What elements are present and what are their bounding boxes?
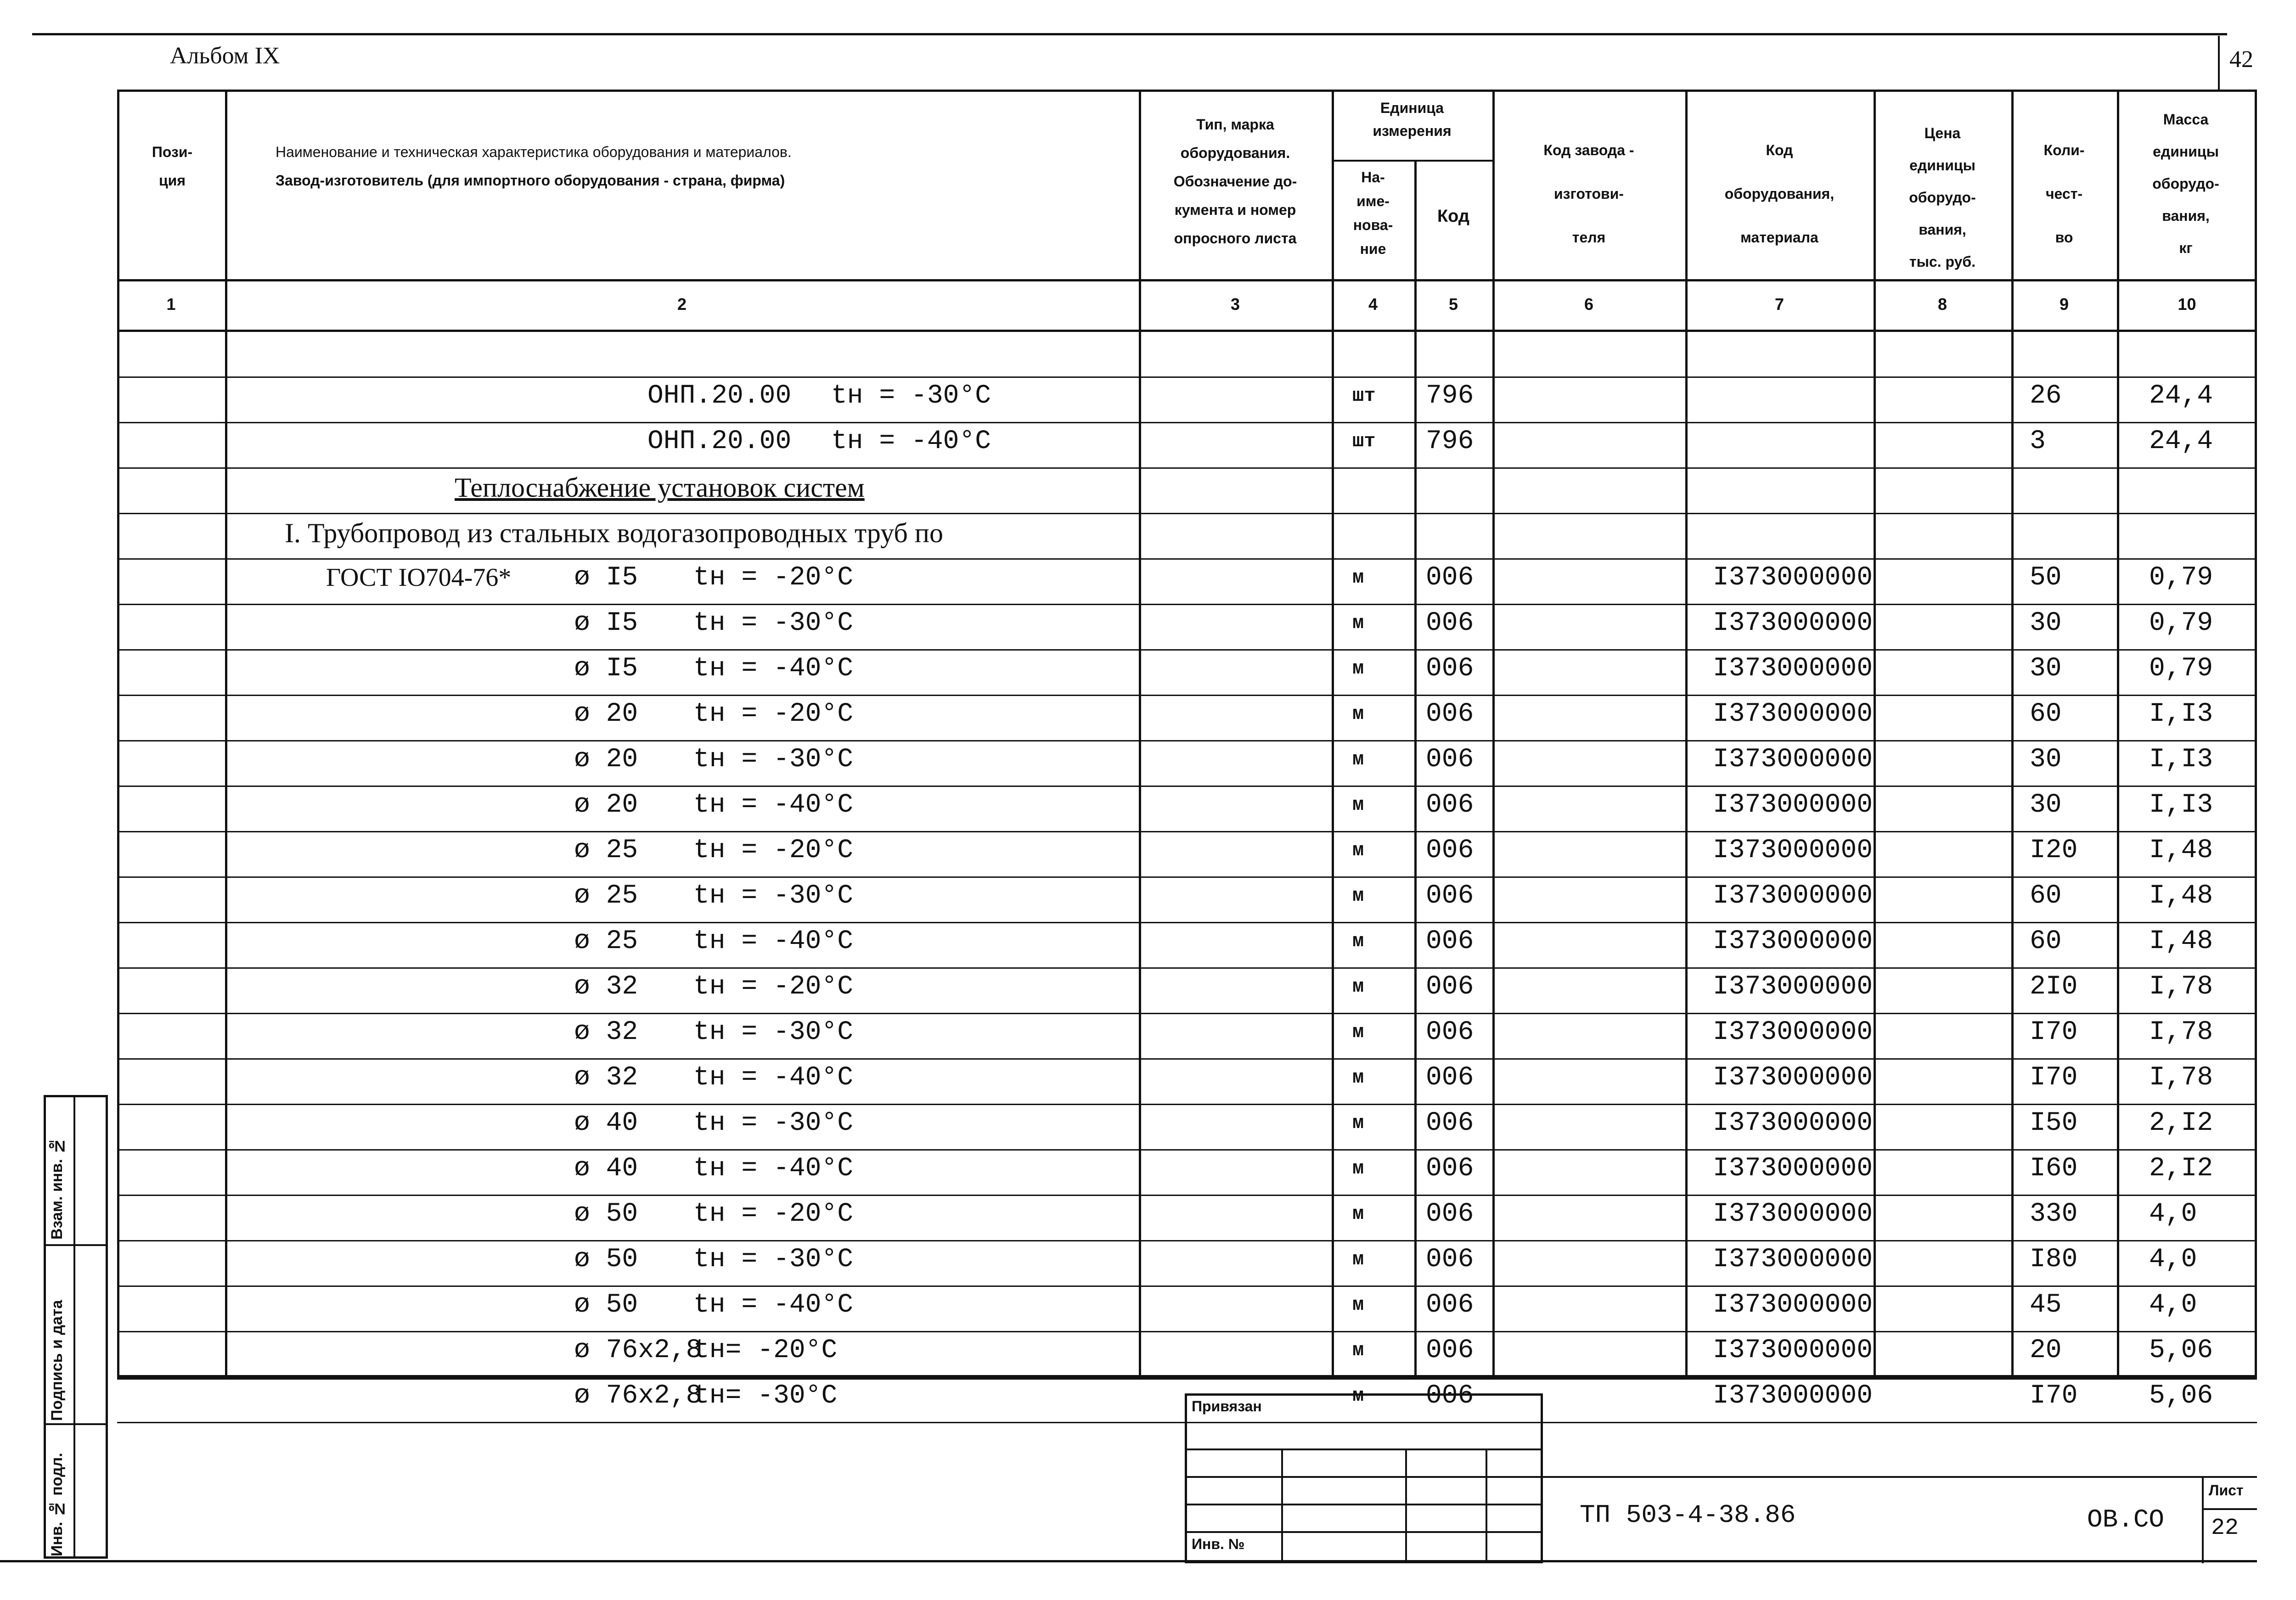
row-rule [117,786,2257,787]
quantity: 330 [2030,1199,2078,1229]
album-label: Альбом IX [170,43,280,69]
header-col8: Цена единицы оборудо- вания, тыс. руб. [1909,125,1976,270]
unit-code: 006 [1426,608,1474,638]
pipe-diameter: ø 20 [574,699,638,729]
stamp-vline-2 [1405,1448,1407,1563]
design-temperature: tн = -40°C [693,1154,854,1184]
unit-name: м [1352,612,1364,634]
material-code: I373000000 [1713,608,1873,638]
quantity: I70 [2030,1381,2078,1411]
section-heading: Теплоснабжение установок систем [455,472,865,503]
material-code: I373000000 [1713,1017,1873,1047]
side-label-inventory: Инв. № подл. [48,1453,66,1556]
pipe-diameter: ø 50 [574,1245,638,1274]
stamp-rule-4 [1185,1531,1543,1533]
column-line [2011,90,2014,1377]
row-rule [117,604,2257,605]
stamp-vline-1 [1281,1448,1283,1563]
unit-code: 006 [1426,745,1474,775]
design-temperature: tн = -40°C [693,1063,854,1093]
pipe-diameter: ø 32 [574,1063,638,1093]
material-code: I373000000 [1713,790,1873,820]
pipe-diameter: ø 20 [574,745,638,775]
column-line [225,90,227,1377]
stamp-inv-no: Инв. № [1192,1536,1245,1552]
pipe-diameter: ø 50 [574,1290,638,1320]
column-number: 10 [2178,295,2196,314]
side-stamp-rule-1 [44,1244,108,1246]
side-label-replace: Взам. инв. № [48,1137,66,1240]
unit-code: 006 [1426,1381,1474,1411]
pipe-diameter: ø 40 [574,1154,638,1184]
header-col1: Пози- ция [152,144,193,189]
unit-mass: 5,06 [2149,1381,2213,1411]
material-code: I373000000 [1713,1245,1873,1274]
material-code: I373000000 [1713,1108,1873,1138]
unit-mass: I,I3 [2149,790,2213,820]
gost-reference: ГОСТ IO704-76* [326,563,512,592]
unit-name: м [1352,839,1364,861]
unit-mass: I,I3 [2149,699,2213,729]
unit-mass: 2,I2 [2149,1154,2213,1184]
top-rule [32,33,2227,35]
unit-mass: 4,0 [2149,1199,2197,1229]
quantity: 3 [2030,427,2046,456]
stamp-vline-3 [1486,1448,1487,1563]
design-temperature: tн = -30°C [693,745,854,775]
quantity: 30 [2030,654,2062,684]
quantity: 60 [2030,926,2062,956]
quantity: I70 [2030,1063,2078,1093]
stamp-rule-3 [1185,1504,1543,1505]
material-code: I373000000 [1713,654,1873,684]
design-temperature: tн = -30°C [693,1245,854,1274]
column-number: 3 [1230,295,1240,314]
design-temperature: tн = -30°C [831,381,991,411]
pipe-diameter: ø 20 [574,790,638,820]
design-temperature: tн= -20°C [693,1336,838,1365]
unit-name: м [1352,794,1364,816]
subsection-heading: I. Трубопровод из стальных водогазопроводных труб по [285,518,943,548]
row-rule [117,1013,2257,1014]
unit-mass: I,48 [2149,881,2213,911]
header-col10: Масса единицы оборудо- вания, кг [2152,111,2219,256]
quantity: 45 [2030,1290,2062,1320]
quantity: I50 [2030,1108,2078,1138]
row-rule [117,1149,2257,1151]
unit-name: м [1352,567,1364,589]
colnum-bottom-rule [117,330,2257,332]
unit-code: 006 [1426,1199,1474,1229]
header-unit-group: Единица измерения [1373,100,1452,139]
unit-name: м [1352,885,1364,907]
corner-sheet-number: 42 [2229,46,2253,73]
row-rule [117,649,2257,651]
quantity: 30 [2030,608,2062,638]
quantity: 50 [2030,563,2062,593]
section-code: ОВ.СО [2087,1505,2165,1534]
quantity: 30 [2030,790,2062,820]
unit-mass: I,78 [2149,1063,2213,1093]
unit-name: шт [1352,430,1376,452]
material-code: I373000000 [1713,881,1873,911]
unit-mass: I,78 [2149,972,2213,1002]
column-line [1332,90,1334,1377]
column-line [1685,90,1688,1377]
unit-name: м [1352,1021,1364,1043]
design-temperature: tн = -40°C [831,427,991,456]
unit-name: м [1352,1067,1364,1089]
unit-name: м [1352,1112,1364,1134]
quantity: I60 [2030,1154,2078,1184]
material-code: I373000000 [1713,1199,1873,1229]
item-name: ОНП.20.00 [647,427,792,456]
stamp-privyazan: Привязан [1192,1398,1262,1415]
unit-code: 006 [1426,563,1474,593]
column-number: 2 [677,295,687,314]
unit-name: м [1352,930,1364,952]
quantity: 20 [2030,1336,2062,1365]
material-code: I373000000 [1713,972,1873,1002]
design-temperature: tн = -40°C [693,654,854,684]
row-rule [117,740,2257,741]
design-temperature: tн = -40°C [693,790,854,820]
unit-code: 006 [1426,926,1474,956]
unit-mass: 0,79 [2149,608,2213,638]
material-code: I373000000 [1713,699,1873,729]
row-rule [117,376,2257,378]
document-code: ТП 503-4-38.86 [1580,1500,1796,1530]
unit-code: 006 [1426,1245,1474,1274]
column-number: 1 [166,295,176,314]
unit-name: м [1352,1248,1364,1270]
item-name: ОНП.20.00 [647,381,792,411]
title-block-top-rule [1543,1476,2257,1478]
pipe-diameter: ø I5 [574,608,638,638]
column-number: 4 [1368,295,1378,314]
unit-code: 796 [1426,381,1474,411]
material-code: I373000000 [1713,926,1873,956]
table-bottom-rule [117,1377,2257,1380]
header-col2: Наименование и техническая характеристика оборудования и материалов. Завод-изготовитель (для импортного оборудования - страна, фирма) [276,144,792,189]
row-rule [117,1104,2257,1105]
column-number: 7 [1774,295,1784,314]
unit-code: 006 [1426,1017,1474,1047]
design-temperature: tн = -20°C [693,563,854,593]
design-temperature: tн = -30°C [693,1108,854,1138]
design-temperature: tн= -30°C [693,1381,838,1411]
stamp-rule-2 [1185,1476,1543,1478]
unit-mass: I,78 [2149,1017,2213,1047]
row-rule [117,1240,2257,1241]
material-code: I373000000 [1713,836,1873,865]
unit-code: 006 [1426,654,1474,684]
quantity: I80 [2030,1245,2078,1274]
sheet-number: 22 [2211,1515,2239,1541]
row-rule [117,876,2257,878]
pipe-diameter: ø 32 [574,1017,638,1047]
pipe-diameter: ø 25 [574,926,638,956]
unit-mass: 0,79 [2149,654,2213,684]
row-rule [117,467,2257,469]
column-number: 8 [1937,295,1947,314]
header-col7: Код оборудования, материала [1724,142,1835,246]
unit-name: м [1352,1203,1364,1225]
material-code: I373000000 [1713,1336,1873,1365]
quantity: 26 [2030,381,2062,411]
unit-group-rule [1332,160,1492,162]
unit-mass: 4,0 [2149,1245,2197,1274]
stamp-rule-1 [1185,1448,1543,1450]
material-code: I373000000 [1713,1154,1873,1184]
unit-name: м [1352,657,1364,679]
quantity: I70 [2030,1017,2078,1047]
design-temperature: tн = -40°C [693,1290,854,1320]
design-temperature: tн = -20°C [693,972,854,1002]
corner-divider [2218,36,2220,91]
unit-code: 006 [1426,1108,1474,1138]
header-col6: Код завода - изготови- теля [1543,142,1634,246]
unit-code: 006 [1426,1063,1474,1093]
unit-name: шт [1352,385,1376,407]
unit-mass: 2,I2 [2149,1108,2213,1138]
quantity: 2I0 [2030,972,2078,1002]
unit-name: м [1352,703,1364,725]
row-rule [117,695,2257,696]
row-rule [117,1195,2257,1196]
header-col3: Тип, марка оборудования. Обозначение до- кумента и номер опросного листа [1173,116,1297,247]
unit-code: 006 [1426,790,1474,820]
bottom-rule [0,1560,2257,1562]
unit-code: 006 [1426,881,1474,911]
column-line [1492,90,1495,1377]
unit-code: 006 [1426,972,1474,1002]
side-label-signature: Подпись и дата [48,1300,66,1421]
unit-mass: 24,4 [2149,381,2213,411]
unit-name: м [1352,1385,1364,1407]
column-line [1874,90,1876,1377]
unit-code: 006 [1426,836,1474,865]
column-line [1139,90,1141,1377]
unit-name: м [1352,976,1364,998]
header-col9: Коли- чест- во [2043,142,2085,246]
pipe-diameter: ø 76x2,8 [574,1381,702,1411]
material-code: I373000000 [1713,1063,1873,1093]
row-rule [117,831,2257,832]
side-stamp-divider [73,1095,75,1559]
unit-name: м [1352,1294,1364,1316]
column-number: 9 [2059,295,2069,314]
header-bottom-rule [117,279,2257,281]
row-rule [117,1286,2257,1287]
design-temperature: tн = -30°C [693,881,854,911]
pipe-diameter: ø 40 [574,1108,638,1138]
design-temperature: tн = -20°C [693,699,854,729]
unit-mass: 4,0 [2149,1290,2197,1320]
column-number: 6 [1584,295,1594,314]
pipe-diameter: ø 25 [574,881,638,911]
design-temperature: tн = -40°C [693,926,854,956]
unit-mass: I,48 [2149,926,2213,956]
material-code: I373000000 [1713,745,1873,775]
specification-table [117,90,2257,1377]
unit-name: м [1352,1339,1364,1361]
design-temperature: tн = -30°C [693,608,854,638]
unit-code: 006 [1426,1336,1474,1365]
quantity: 30 [2030,745,2062,775]
header-col4: На- име- нова- ние [1353,169,1393,257]
unit-mass: 5,06 [2149,1336,2213,1365]
sheet-box-rule [2202,1508,2257,1510]
pipe-diameter: ø I5 [574,654,638,684]
header-col5: Код [1437,207,1470,226]
sheet-label: Лист [2209,1482,2244,1499]
row-rule [117,422,2257,423]
unit-mass: I,48 [2149,836,2213,865]
unit-mass: I,I3 [2149,745,2213,775]
quantity: 60 [2030,881,2062,911]
side-stamp-rule-2 [44,1423,108,1425]
unit-name: м [1352,748,1364,770]
design-temperature: tн = -30°C [693,1017,854,1047]
column-number: 5 [1448,295,1458,314]
column-line [2117,90,2119,1377]
design-temperature: tн = -20°C [693,836,854,865]
quantity: 60 [2030,699,2062,729]
pipe-diameter: ø 76x2,8 [574,1336,702,1365]
pipe-diameter: ø I5 [574,563,638,593]
pipe-diameter: ø 50 [574,1199,638,1229]
row-rule [117,1058,2257,1060]
row-rule [117,558,2257,560]
unit-mass: 24,4 [2149,427,2213,456]
design-temperature: tн = -20°C [693,1199,854,1229]
material-code: I373000000 [1713,1290,1873,1320]
quantity: I20 [2030,836,2078,865]
unit-code: 006 [1426,1154,1474,1184]
unit-code: 006 [1426,699,1474,729]
row-rule [117,922,2257,923]
row-rule [117,513,2257,514]
pipe-diameter: ø 25 [574,836,638,865]
unit-code: 796 [1426,427,1474,456]
unit-mass: 0,79 [2149,563,2213,593]
unit-code: 006 [1426,1290,1474,1320]
unit-name: м [1352,1157,1364,1179]
row-rule [117,967,2257,969]
material-code: I373000000 [1713,1381,1873,1411]
row-rule [117,1331,2257,1332]
material-code: I373000000 [1713,563,1873,593]
pipe-diameter: ø 32 [574,972,638,1002]
